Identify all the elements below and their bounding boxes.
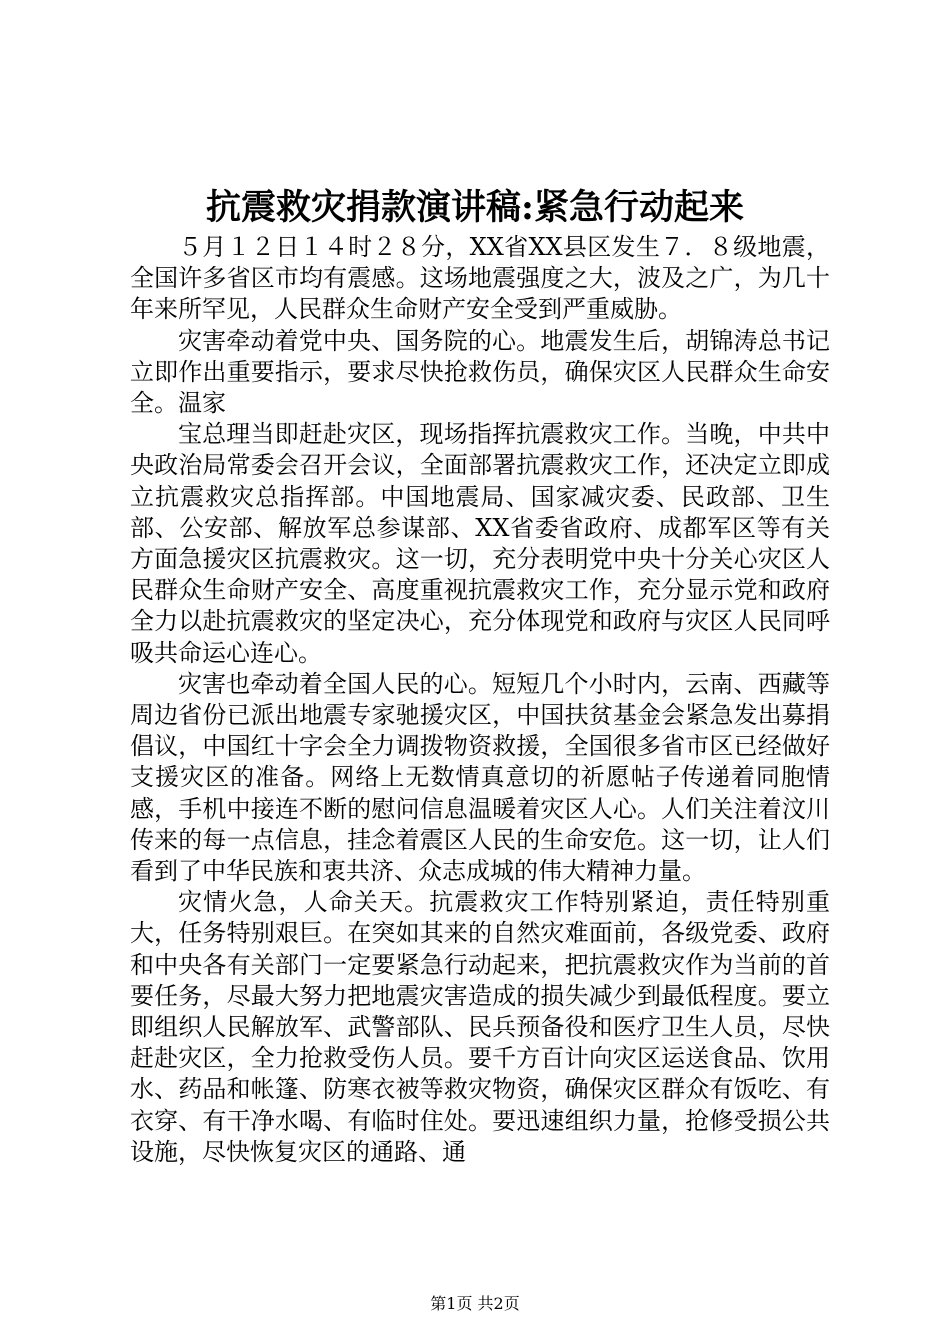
paragraph: 灾情火急，人命关天。抗震救灾工作特别紧迫，责任特别重大，任务特别艰巨。在突如其来的自然灾难面前，各级党委、政府和中央各有关部门一定要紧急行动起来，把抗震救灾作为当前的首要任务，尽最大努力把地震灾害造成的损失减少到最低程度。要立即组织人民解放军、武警部队、民兵预备役和医疗卫生人员，尽快赶赴灾区，全力抢救受伤人员。要千方百计向灾区运送食品、饮用水、药品和帐篷、防寒衣被等救灾物资，确保灾区群众有饭吃、有衣穿、有干净水喝、有临时住处。要迅速组织力量，抢修受损公共设施，尽快恢复灾区的通路、通 [130, 888, 830, 1166]
paragraph: 灾害也牵动着全国人民的心。短短几个小时内，云南、西藏等周边省份已派出地震专家驰援灾区，中国扶贫基金会紧急发出募捐倡议，中国红十字会全力调拨物资救援，全国很多省市区已经做好支援灾区的准备。网络上无数情真意切的祈愿帖子传递着同胞情感，手机中接连不断的慰问信息温暖着灾区人心。人们关注着汶川传来的每一点信息，挂念着震区人民的生命安危。这一切，让人们看到了中华民族和衷共济、众志成城的伟大精神力量。 [130, 669, 830, 886]
document-body [130, 232, 830, 1168]
page-footer: 第1页 共2页 [430, 1294, 520, 1313]
paragraph: 灾害牵动着党中央、国务院的心。地震发生后，胡锦涛总书记立即作出重要指示，要求尽快抢救伤员，确保灾区人民群众生命安全。温家 [130, 326, 830, 418]
paragraph: ５月１２日１４时２８分，XX省XX县区发生７．８级地震，全国许多省区市均有震感。这场地震强度之大，波及之广，为几十年来所罕见，人民群众生命财产安全受到严重威胁。 [130, 233, 830, 324]
paragraph: 宝总理当即赶赴灾区，现场指挥抗震救灾工作。当晚，中共中央政治局常委会召开会议，全面部署抗震救灾工作，还决定立即成立抗震救灾总指挥部。中国地震局、国家减灾委、民政部、卫生部、公安部、解放军总参谋部、XX省委省政府、成都军区等有关方面急援灾区抗震救灾。这一切，充分表明党中央十分关心灾区人民群众生命财产安全、高度重视抗震救灾工作，充分显示党和政府全力以赴抗震救灾的坚定决心，充分体现党和政府与灾区人民同呼吸共命运心连心。 [130, 420, 830, 667]
document-title: 抗震救灾捐款演讲稿:紧急行动起来 [206, 187, 744, 228]
